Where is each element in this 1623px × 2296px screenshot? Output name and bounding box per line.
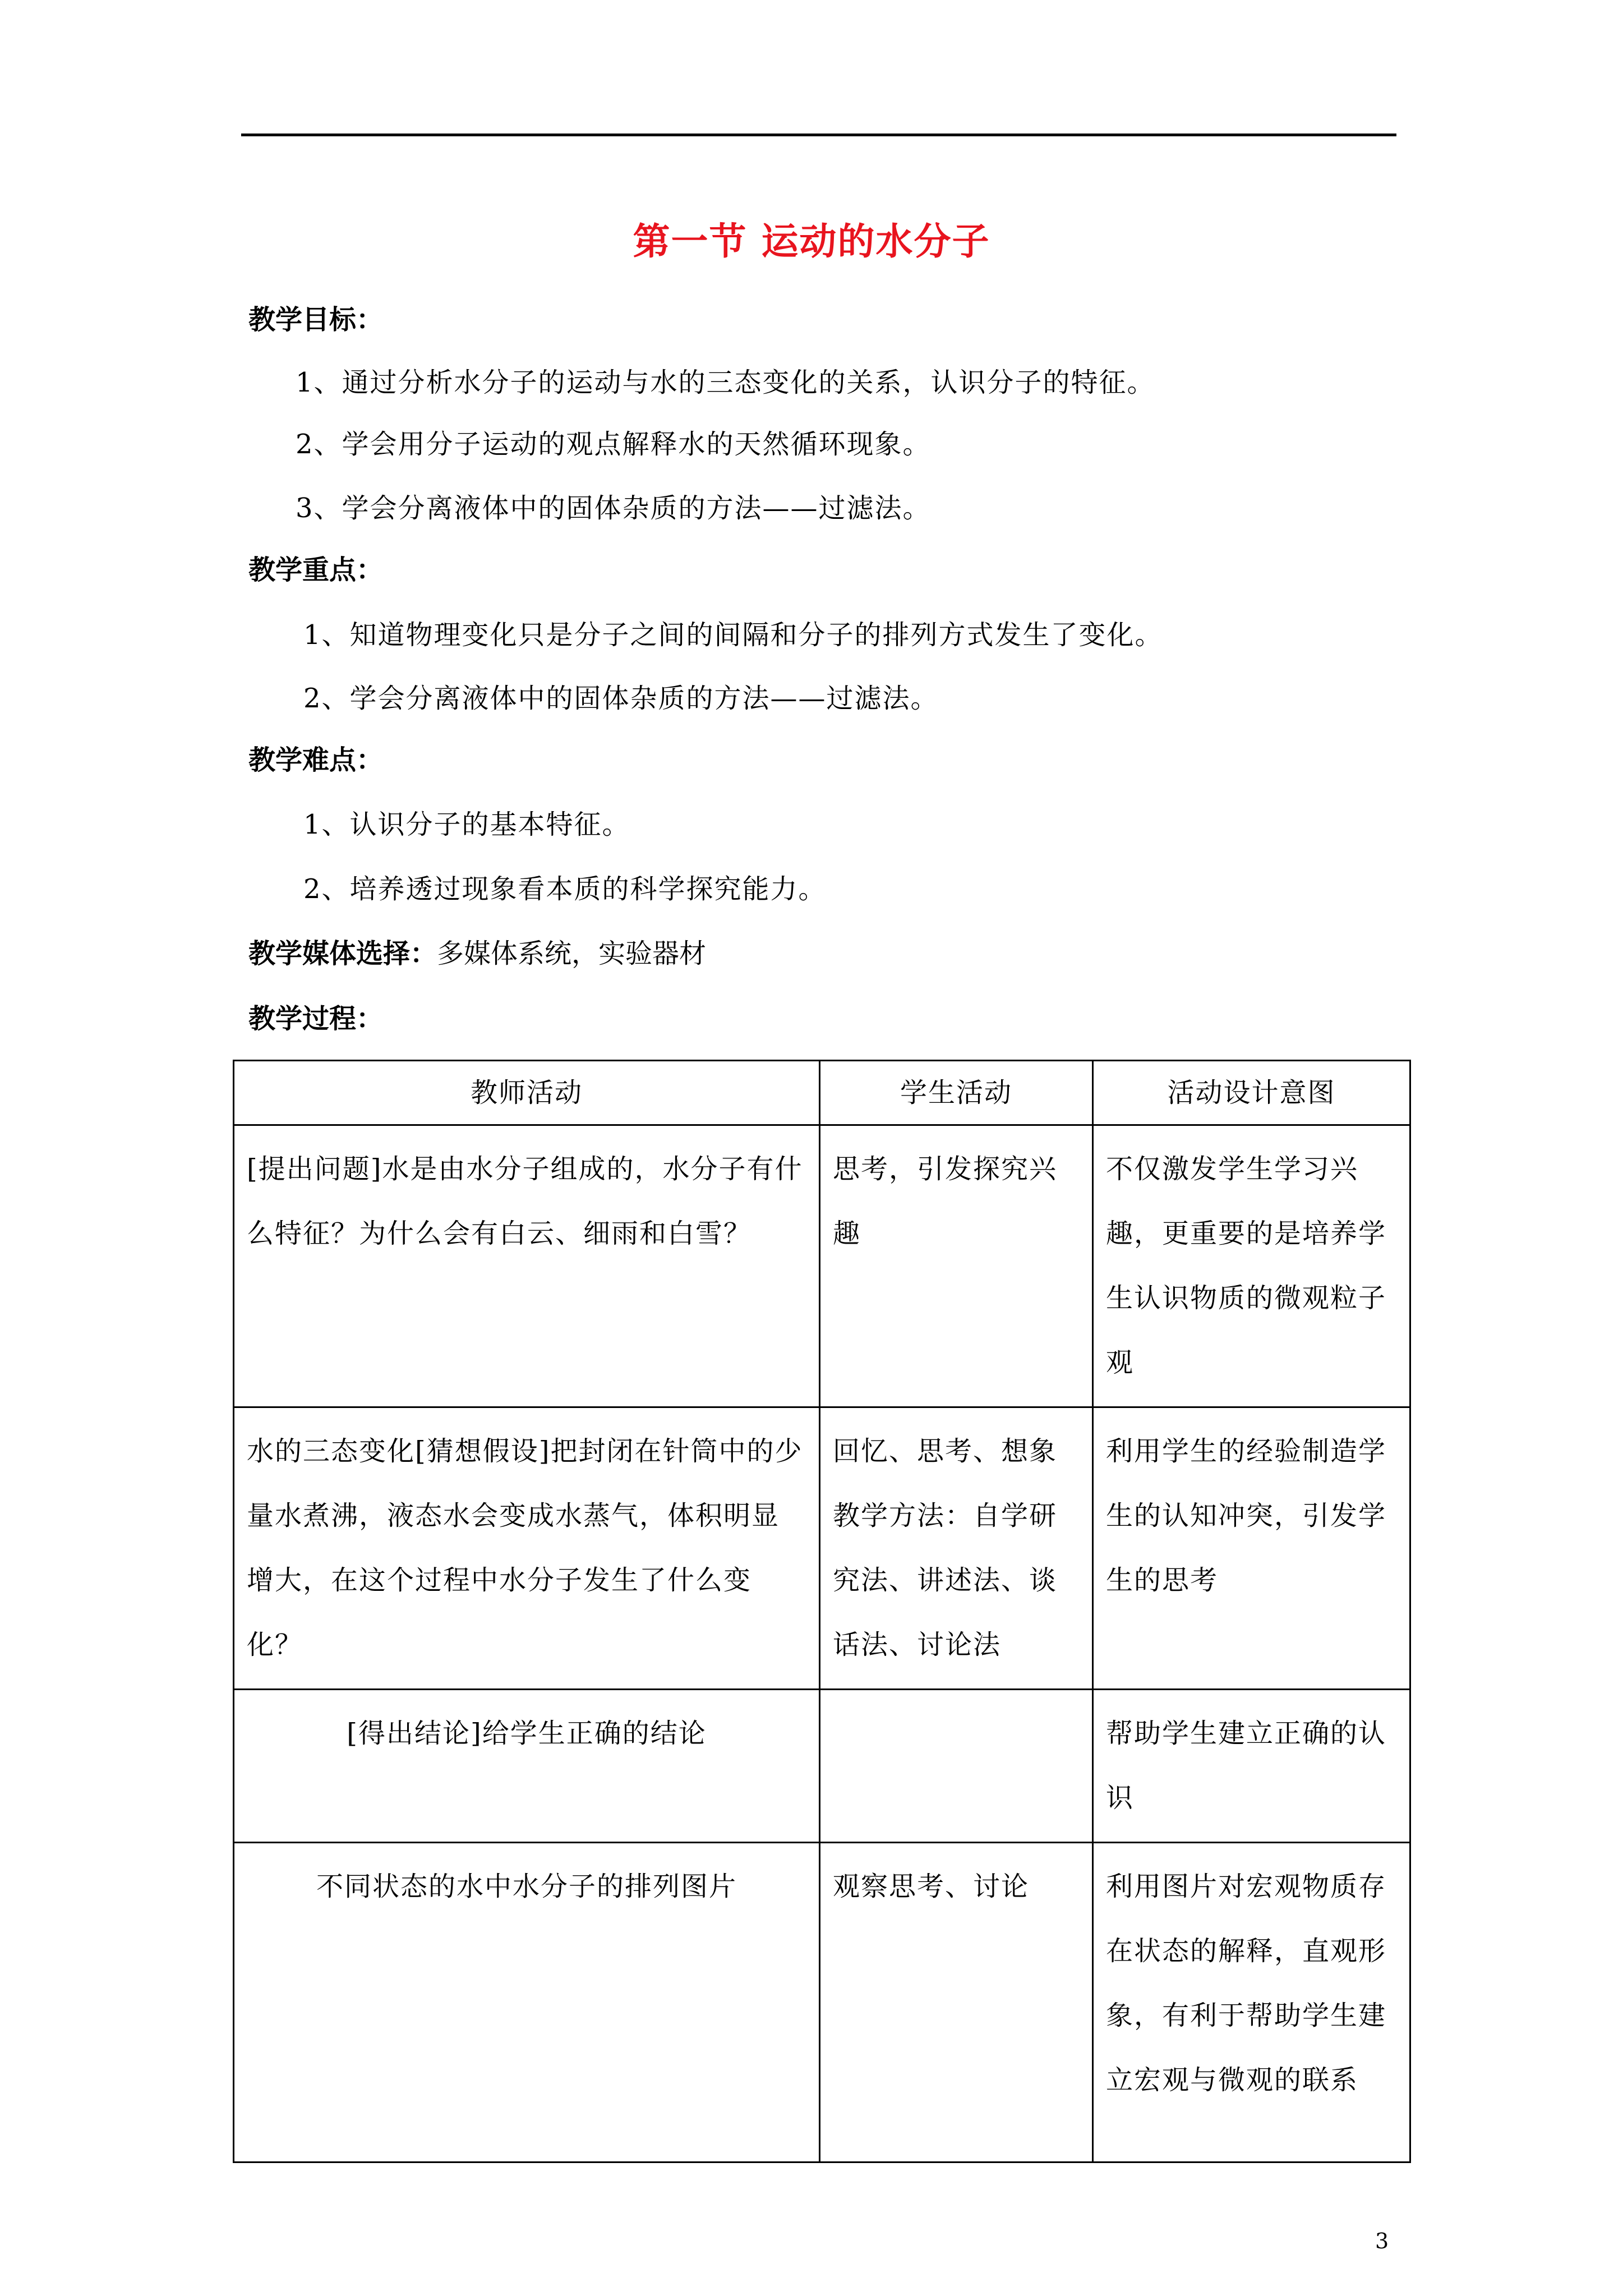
- objectives-heading: 教学目标：: [248, 304, 384, 335]
- student-activity-cell: 思考，引发探究兴趣: [820, 1125, 1093, 1407]
- key-point-item-2: 2、学会分离液体中的固体杂质的方法——过滤法。: [303, 683, 939, 714]
- difficulty-item-1: 1、认识分子的基本特征。: [303, 809, 630, 840]
- media-heading: 教学媒体选择：: [248, 938, 437, 969]
- objective-item-1: 1、通过分析水分子的运动与水的三态变化的关系，认识分子的特征。: [296, 367, 1155, 398]
- header-rule: [241, 134, 1396, 136]
- media-line: [248, 931, 706, 976]
- page-number: 3: [1375, 2229, 1389, 2253]
- student-activity-cell: 观察思考、讨论: [820, 1843, 1093, 2162]
- table-header-row: [234, 1061, 1410, 1125]
- objective-item-3: 3、学会分离液体中的固体杂质的方法——过滤法。: [296, 493, 931, 524]
- student-activity-cell: [820, 1690, 1093, 1843]
- teacher-activity-cell: [得出结论]给学生正确的结论: [234, 1690, 820, 1843]
- column-header-student: 学生活动: [820, 1061, 1093, 1125]
- table-row: [234, 1125, 1410, 1407]
- difficulty-item-2: 2、培养透过现象看本质的科学探究能力。: [303, 873, 827, 905]
- design-intent-cell: 利用图片对宏观物质存在状态的解释，直观形象，有利于帮助学生建立宏观与微观的联系: [1093, 1843, 1410, 2162]
- difficulties-heading: 教学难点：: [248, 744, 384, 776]
- table-row: [234, 1690, 1410, 1843]
- teacher-activity-cell: 水的三态变化[猜想假设]把封闭在针筒中的少量水煮沸，液态水会变成水蒸气，体积明显增大，在这个过程中水分子发生了什么变化？: [234, 1407, 820, 1690]
- design-intent-cell: 利用学生的经验制造学生的认知冲突，引发学生的思考: [1093, 1407, 1410, 1690]
- key-point-item-1: 1、知道物理变化只是分子之间的间隔和分子的排列方式发生了变化。: [303, 619, 1163, 651]
- page-title: 第一节 运动的水分子: [633, 219, 990, 263]
- column-header-teacher: 教师活动: [234, 1061, 820, 1125]
- table-row: [234, 1407, 1410, 1690]
- student-activity-cell: 回忆、思考、想象教学方法：自学研究法、讲述法、谈话法、讨论法: [820, 1407, 1093, 1690]
- teaching-process-table: [233, 1060, 1411, 2163]
- design-intent-cell: 不仅激发学生学习兴趣，更重要的是培养学生认识物质的微观粒子观: [1093, 1125, 1410, 1407]
- table-row: [234, 1843, 1410, 2162]
- design-intent-cell: 帮助学生建立正确的认识: [1093, 1690, 1410, 1843]
- process-heading: 教学过程：: [248, 1003, 384, 1034]
- objective-item-2: 2、学会用分子运动的观点解释水的天然循环现象。: [296, 429, 931, 460]
- column-header-intent: 活动设计意图: [1093, 1061, 1410, 1125]
- media-value: 多媒体系统，实验器材: [437, 938, 707, 969]
- key-points-heading: 教学重点：: [248, 554, 384, 586]
- teacher-activity-cell: 不同状态的水中水分子的排列图片: [234, 1843, 820, 2162]
- teacher-activity-cell: [提出问题]水是由水分子组成的，水分子有什么特征？为什么会有白云、细雨和白雪？: [234, 1125, 820, 1407]
